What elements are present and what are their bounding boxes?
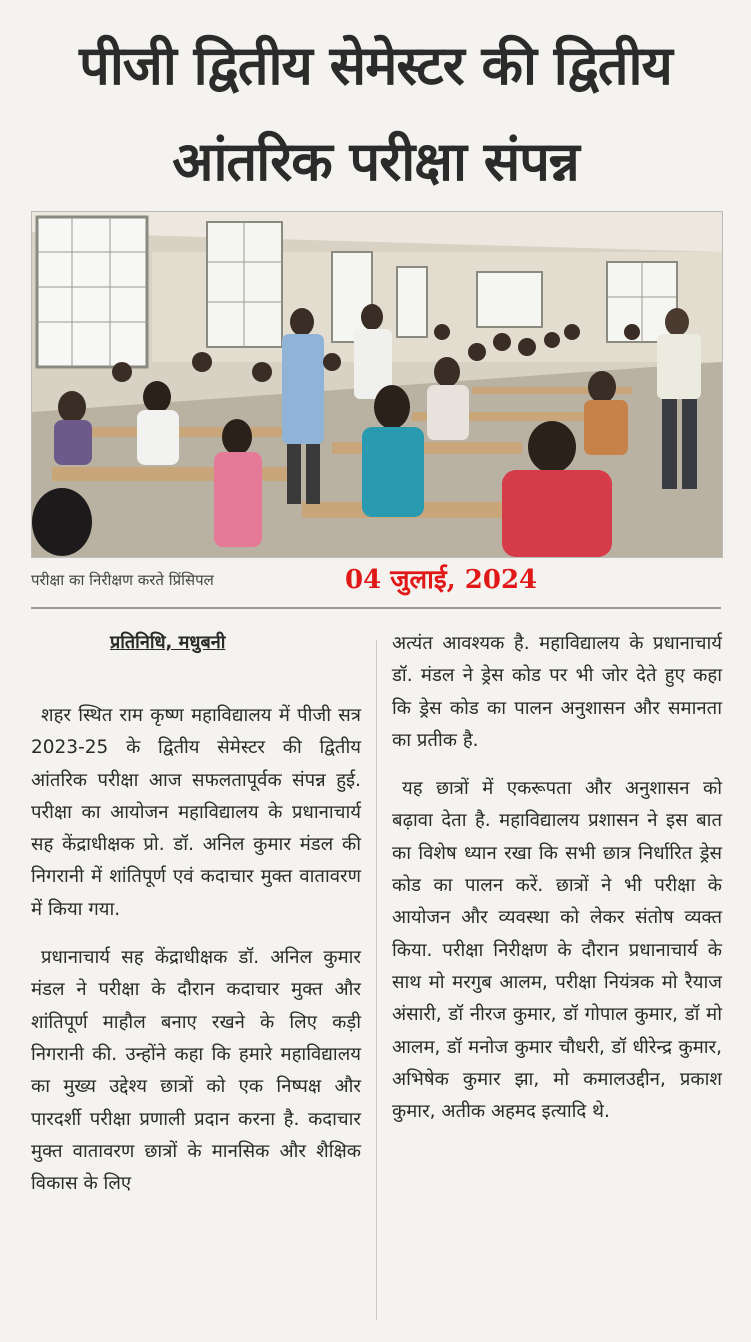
article-column-right: [392, 628, 722, 1128]
article-paragraph-2: प्रधानाचार्य सह केंद्राधीक्षक डॉ. अनिल कुमार मंडल ने परीक्षा के दौरान कदाचार मुक्त और शांतिपूर्ण माहौल बनाए रखने के लिए कड़ी निगरानी की. उन्होंने कहा कि हमारे महाविद्यालय का मुख्य उद्देश्य छात्रों को एक निष्पक्ष और पारदर्शी परीक्षा प्रणाली प्रदान करना है. कदाचार मुक्त वातावरण छात्रों के मानसिक और शैक्षिक विकास के लिए: [31, 947, 361, 1195]
column-divider: [376, 640, 377, 1320]
byline: प्रतिनिधि, मधुबनी: [110, 632, 226, 653]
article-paragraph-3: अत्यंत आवश्यक है. महाविद्यालय के प्रधानाचार्य डॉ. मंडल ने ड्रेस कोड पर भी जोर देते हुए कहा कि ड्रेस कोड का पालन अनुशासन और समानता का प्रतीक है.: [392, 633, 722, 751]
headline-line-1: पीजी द्वितीय सेमेस्टर की द्वितीय: [79, 34, 672, 97]
article-paragraph-4: यह छात्रों में एकरूपता और अनुशासन को बढ़ावा देता है. महाविद्यालय प्रशासन ने इस बात का विशेष ध्यान रखा कि सभी छात्र निर्धारित ड्रेस कोड का पालन करें. छात्रों ने भी परीक्षा के आयोजन और व्यवस्था को लेकर संतोष व्यक्त किया. परीक्षा निरीक्षण के दौरान प्रधानाचार्य के साथ मो मरगुब आलम, परीक्षा नियंत्रक मो रैयाज अंसारी, डॉ नीरज कुमार, डॉ गोपाल कुमार, डॉ मो आलम, डॉ मनोज कुमार चौधरी, डॉ धीरेन्द्र कुमार, अभिषेक कुमार झा, मो कमालउद्दीन, प्रकाश कुमार, अतीक अहमद इत्यादि थे.: [392, 778, 722, 1123]
headline-line-2: आंतरिक परीक्षा संपन्न: [172, 130, 579, 193]
article-column-left: [31, 700, 361, 1200]
headline: [0, 18, 751, 210]
section-divider: [31, 607, 721, 609]
news-photo: [31, 211, 723, 558]
article-paragraph-1: शहर स्थित राम कृष्ण महाविद्यालय में पीजी सत्र 2023-25 के द्वितीय सेमेस्टर की द्वितीय आंतरिक परीक्षा आज सफलतापूर्वक संपन्न हुई. परीक्षा का आयोजन महाविद्यालय के प्रधानाचार्य सह केंद्राधीक्षक प्रो. डॉ. अनिल कुमार मंडल की निगरानी में शांतिपूर्ण एवं कदाचार मुक्त वातावरण में किया गया.: [31, 705, 361, 920]
publication-date: 04 जुलाई, 2024: [345, 565, 538, 595]
photo-caption: परीक्षा का निरीक्षण करते प्रिंसिपल: [31, 571, 214, 589]
